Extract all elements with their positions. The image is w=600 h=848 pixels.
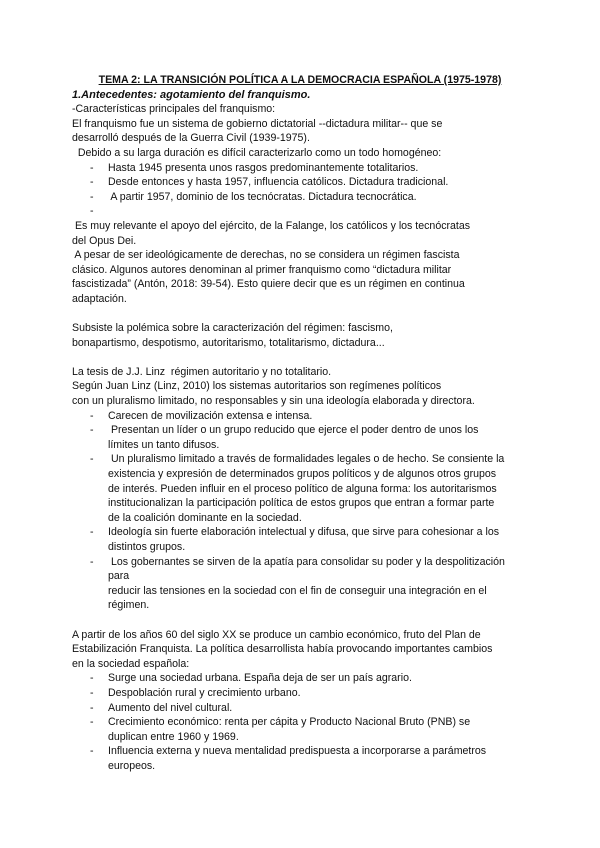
- text-line: Despoblación rural y crecimiento urbano.: [108, 686, 301, 699]
- text-line: Crecimiento económico: renta per cápita y Producto Nacional Bruto (PNB) se: [108, 716, 471, 729]
- list-item: [72, 715, 542, 744]
- text-line: El franquismo fue un sistema de gobierno dictatorial --dictadura militar-- que se: [72, 117, 443, 130]
- bullet-dash: -: [90, 409, 94, 422]
- text-line: para: [108, 570, 130, 583]
- text-line: régimen.: [108, 599, 150, 612]
- text-line: [72, 307, 542, 322]
- bullet-dash: -: [90, 672, 94, 685]
- paragraph: [72, 321, 542, 365]
- bullet-dash: -: [90, 205, 94, 218]
- list-item: [72, 525, 542, 554]
- text-line: Debido a su larga duración es difícil caracterizarlo como un todo homogéneo:: [72, 146, 442, 159]
- paragraph: [72, 219, 542, 321]
- list-item: [72, 161, 542, 176]
- text-line: de la coalición dominante en la sociedad.: [108, 511, 302, 524]
- text-line: -Características principales del franquismo:: [72, 103, 276, 116]
- list-item: [72, 686, 542, 701]
- bullet-dash: -: [90, 453, 94, 466]
- text-line: de interés. Pueden influir en el proceso político de alguna forma: los autoritarismos: [108, 482, 497, 495]
- text-line: europeos.: [108, 759, 156, 772]
- text-line: del Opus Dei.: [72, 234, 137, 247]
- text-line: Es muy relevante el apoyo del ejército, de la Falange, los católicos y los tecnócratas: [72, 219, 471, 232]
- list-item: [72, 744, 542, 773]
- text-line: Ideología sin fuerte elaboración intelectual y difusa, que sirve para cohesionar a los: [108, 526, 500, 539]
- text-line: desarrolló después de la Guerra Civil (1939-1975).: [72, 132, 310, 145]
- bullet-dash: -: [90, 526, 94, 539]
- list-item: [72, 701, 542, 716]
- text-line: distintos grupos.: [108, 541, 186, 553]
- text-line: fascistizada” (Antón, 2018: 39-54). Esto quiere decir que es un régimen en continua: [72, 278, 465, 291]
- document-page: [72, 73, 542, 774]
- paragraph: [72, 613, 542, 671]
- text-line: Surge una sociedad urbana. España deja de ser un país agrario.: [108, 672, 412, 685]
- text-line: [72, 613, 542, 628]
- text-line: Hasta 1945 presenta unos rasgos predominantemente totalitarios.: [108, 161, 419, 174]
- text-line: reducir las tensiones en la sociedad con el fin de conseguir una integración en el: [108, 584, 487, 597]
- text-line: Aumento del nivel cultural.: [108, 701, 233, 714]
- text-line: A pesar de ser ideológicamente de derechas, no se considera un régimen fascista: [72, 249, 460, 262]
- text-line: bonapartismo, despotismo, autoritarismo, totalitarismo, dictadura...: [72, 336, 385, 349]
- bullet-dash: -: [90, 716, 94, 729]
- text-line: La tesis de J.J. Linz régimen autoritario y no totalitario.: [72, 365, 332, 378]
- bullet-dash: -: [90, 161, 94, 174]
- text-line: [72, 350, 542, 365]
- section-heading: 1.Antecedentes: agotamiento del franquismo.: [72, 88, 311, 101]
- text-line: con un pluralismo limitado, no responsables y sin una ideología elaborada y directora.: [72, 395, 475, 408]
- bullet-dash: -: [90, 190, 94, 203]
- document-title: TEMA 2: LA TRANSICIÓN POLÍTICA A LA DEMOCRACIA ESPAÑOLA (1975-1978): [98, 74, 502, 86]
- bullet-dash: -: [90, 686, 94, 699]
- text-line: A partir 1957, dominio de los tecnócratas. Dictadura tecnocrática.: [108, 190, 417, 203]
- text-line: Influencia externa y nueva mentalidad predispuesta a incorporarse a parámetros: [108, 745, 487, 758]
- bullet-dash: -: [90, 176, 94, 189]
- list-item: [72, 555, 542, 613]
- text-line: [108, 204, 542, 219]
- list-item: [72, 452, 542, 525]
- list-item: [72, 190, 542, 205]
- text-line: Desde entonces y hasta 1957, influencia católicos. Dictadura tradicional.: [108, 176, 449, 189]
- text-line: institucionalizan la participación política de estos grupos que entran a formar parte: [108, 497, 495, 510]
- text-line: Los gobernantes se sirven de la apatía para consolidar su poder y la despolitización: [108, 555, 505, 568]
- text-line: adaptación.: [72, 292, 127, 305]
- bullet-dash: -: [90, 424, 94, 437]
- document-body: [72, 102, 542, 773]
- list-item: [72, 423, 542, 452]
- text-line: existencia y expresión de determinados grupos políticos y de algunos otros grupos: [108, 468, 497, 481]
- text-line: Según Juan Linz (Linz, 2010) los sistemas autoritarios son regímenes políticos: [72, 380, 442, 393]
- text-line: límites un tanto difusos.: [108, 438, 220, 451]
- bullet-dash: -: [90, 745, 94, 758]
- text-line: Subsiste la polémica sobre la caracterización del régimen: fascismo,: [72, 322, 393, 335]
- text-line: A partir de los años 60 del siglo XX se produce un cambio económico, fruto del Plan de: [72, 628, 481, 641]
- list-item: [72, 175, 542, 190]
- list-item: [72, 409, 542, 424]
- text-line: Un pluralismo limitado a través de formalidades legales o de hecho. Se consiente la: [108, 453, 505, 466]
- bullet-dash: -: [90, 555, 94, 568]
- text-line: Presentan un líder o un grupo reducido que ejerce el poder dentro de unos los: [108, 424, 479, 437]
- list-item: [72, 204, 542, 219]
- list-item: [72, 671, 542, 686]
- text-line: duplican entre 1960 y 1969.: [108, 730, 239, 743]
- text-line: Estabilización Franquista. La política desarrollista había provocando importantes cambios: [72, 643, 493, 656]
- bullet-dash: -: [90, 701, 94, 714]
- text-line: Carecen de movilización extensa e intensa.: [108, 409, 313, 422]
- paragraph: [72, 102, 542, 160]
- paragraph: [72, 365, 542, 409]
- text-line: clásico. Algunos autores denominan al primer franquismo como “dictadura militar: [72, 263, 452, 276]
- text-line: en la sociedad española:: [72, 657, 190, 670]
